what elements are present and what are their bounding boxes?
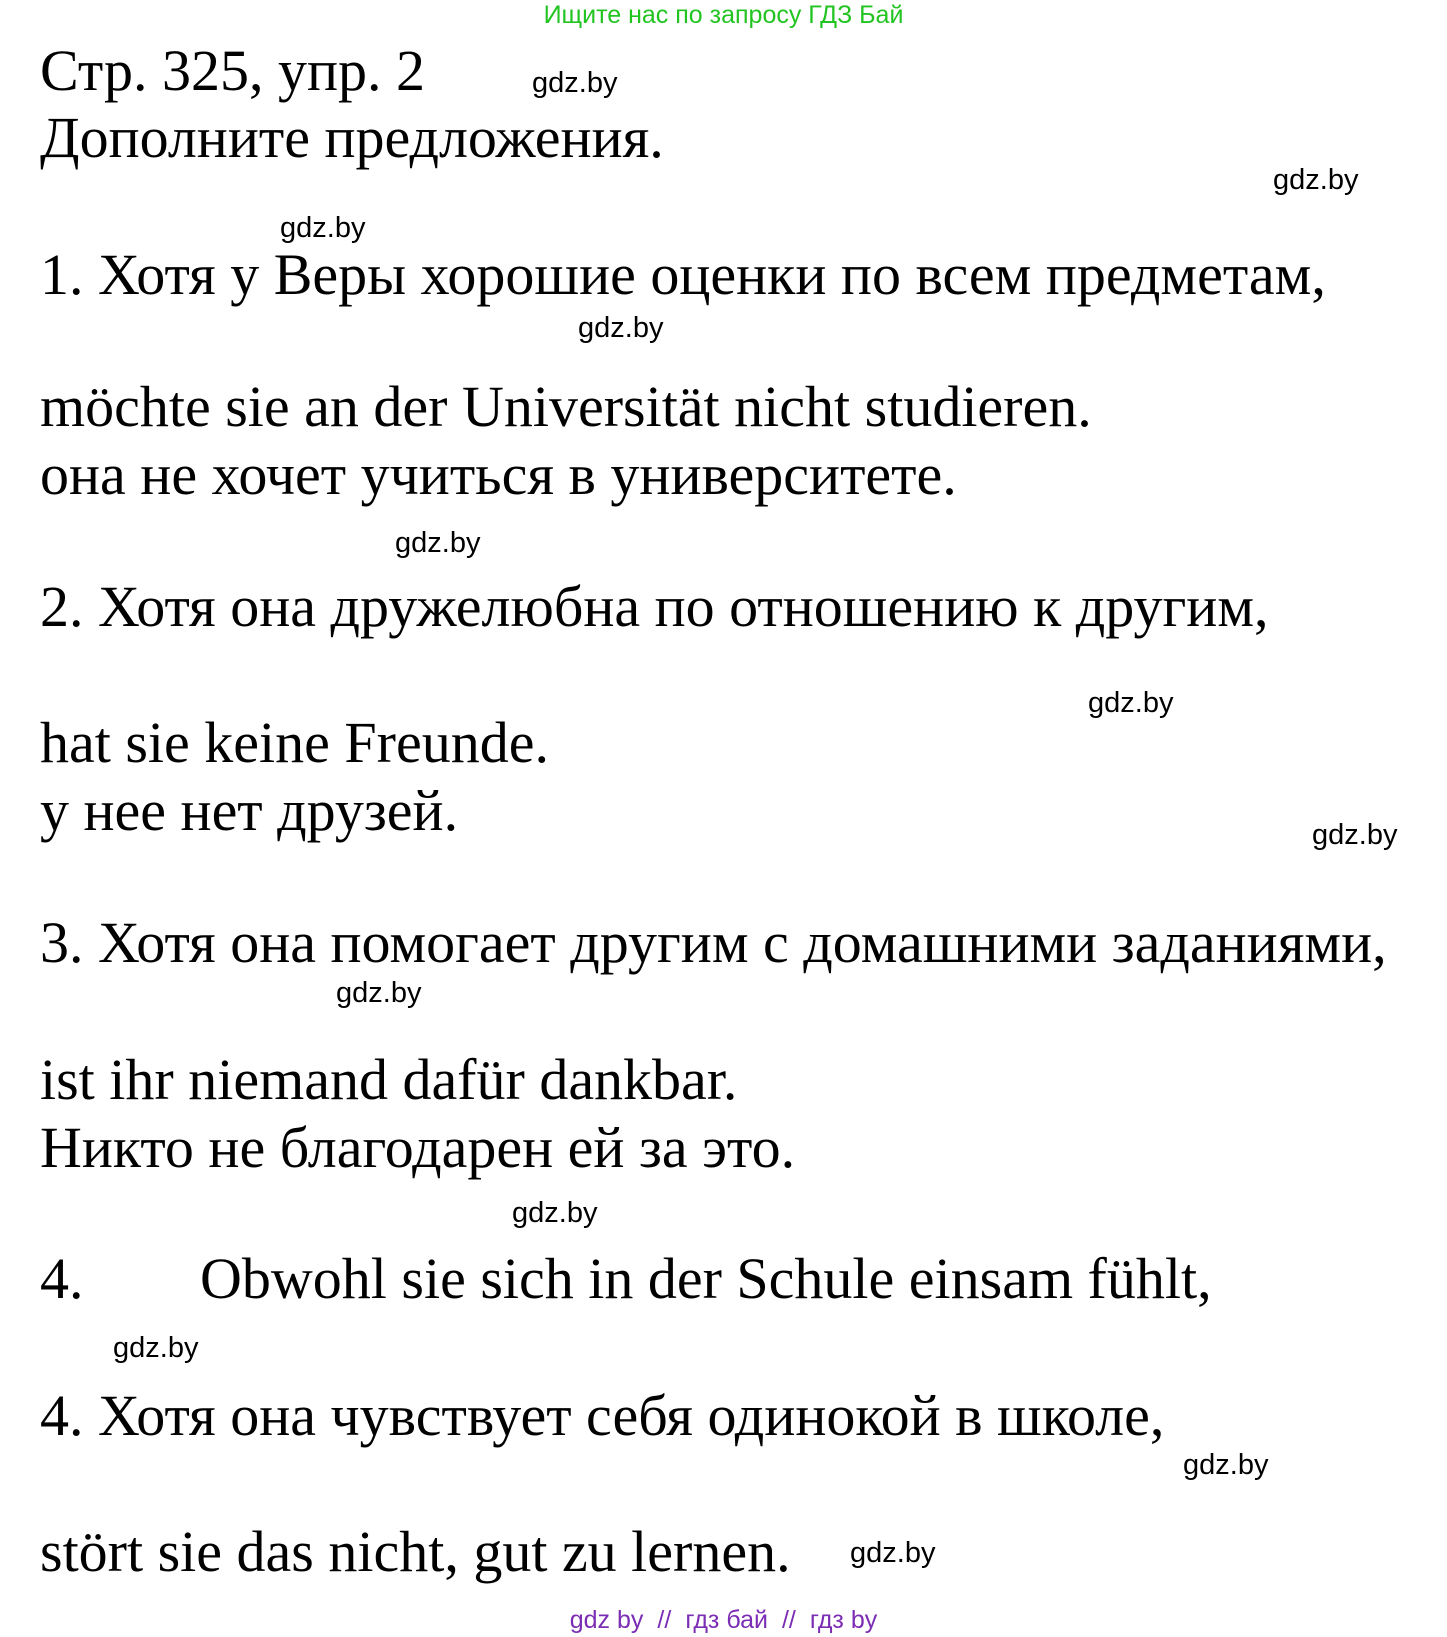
instruction-text: Дополните предложения. bbox=[40, 105, 664, 170]
watermark: gdz.by bbox=[512, 1197, 598, 1229]
watermark: gdz.by bbox=[280, 212, 366, 244]
footer-link-gdz-bai[interactable]: гдз бай bbox=[685, 1606, 768, 1634]
watermark: gdz.by bbox=[336, 977, 422, 1009]
item-1-german: möchte sie an der Universität nicht studieren. bbox=[40, 374, 1092, 439]
item-4-prompt: 4. Хотя она чувствует себя одинокой в школе, bbox=[40, 1383, 1165, 1448]
footer-links bbox=[0, 1605, 1447, 1635]
item-3-russian: Никто не благодарен ей за это. bbox=[40, 1115, 796, 1180]
item-3-german: ist ihr niemand dafür dankbar. bbox=[40, 1047, 738, 1112]
page-title: Стр. 325, упр. 2 bbox=[40, 38, 426, 103]
watermark: gdz.by bbox=[1312, 819, 1398, 851]
item-1-russian: она не хочет учиться в университете. bbox=[40, 442, 957, 507]
watermark: gdz.by bbox=[532, 67, 618, 99]
watermark: gdz.by bbox=[395, 527, 481, 559]
watermark: gdz.by bbox=[1088, 687, 1174, 719]
item-1-prompt: 1. Хотя у Веры хорошие оценки по всем предметам, bbox=[40, 242, 1326, 307]
item-4-german-clause-line bbox=[40, 1248, 1212, 1310]
footer-link-gdz-by-ru[interactable]: гдз by bbox=[809, 1606, 878, 1634]
item-4-number: 4. bbox=[40, 1246, 84, 1311]
footer-separator: // bbox=[657, 1606, 672, 1634]
watermark: gdz.by bbox=[850, 1537, 936, 1569]
footer-link-gdz-by[interactable]: gdz by bbox=[569, 1606, 644, 1634]
watermark: gdz.by bbox=[1183, 1449, 1269, 1481]
watermark: gdz.by bbox=[1273, 164, 1359, 196]
item-3-prompt: 3. Хотя она помогает другим с домашними заданиями, bbox=[40, 910, 1387, 975]
search-banner: Ищите нас по запросу ГДЗ Бай bbox=[543, 1, 904, 29]
item-2-prompt: 2. Хотя она дружелюбна по отношению к другим, bbox=[40, 574, 1269, 639]
footer-separator: // bbox=[781, 1606, 796, 1634]
item-2-german: hat sie keine Freunde. bbox=[40, 710, 549, 775]
item-2-russian: у нее нет друзей. bbox=[40, 778, 459, 843]
item-4-german: stört sie das nicht, gut zu lernen. bbox=[40, 1519, 791, 1584]
watermark: gdz.by bbox=[578, 312, 664, 344]
watermark: gdz.by bbox=[113, 1332, 199, 1364]
item-4-german-clause: Obwohl sie sich in der Schule einsam fühlt, bbox=[200, 1246, 1212, 1311]
